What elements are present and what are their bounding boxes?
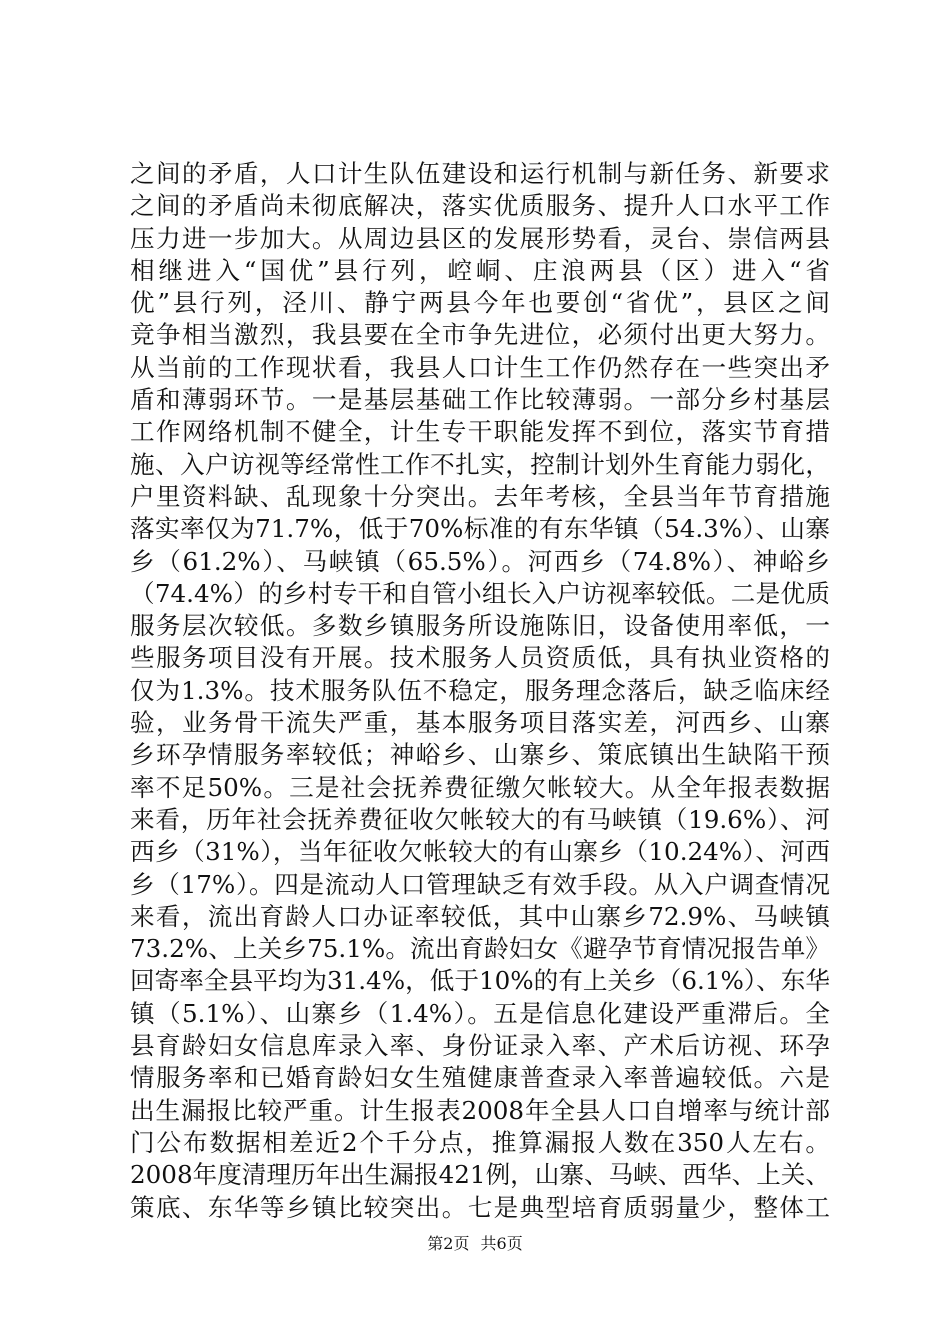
text-line: 些服务项目没有开展。技术服务人员资质低，具有执业资格的 — [130, 643, 830, 673]
text-line: 施、入户访视等经常性工作不扎实，控制计划外生育能力弱化， — [130, 449, 830, 479]
text-line: 乡（61.2%）、马峡镇（65.5%）。河西乡（74.8%）、神峪乡 — [130, 546, 830, 576]
page-footer — [0, 1231, 950, 1254]
text-line: 之间的矛盾尚未彻底解决，落实优质服务、提升人口水平工作 — [130, 191, 830, 221]
text-line: 镇（5.1%）、山寨乡（1.4%）。五是信息化建设严重滞后。全 — [130, 998, 830, 1028]
text-line: 率不足50%。三是社会抚养费征缴欠帐较大。从全年报表数据 — [130, 772, 830, 802]
text-line: 出生漏报比较严重。计生报表2008年全县人口自增率与统计部 — [130, 1095, 830, 1125]
text-line: 落实率仅为71.7%，低于70%标准的有东华镇（54.3%）、山寨 — [130, 514, 830, 544]
text-line: 策底、东华等乡镇比较突出。七是典型培育质弱量少，整体工 — [130, 1192, 830, 1222]
text-line: 服务层次较低。多数乡镇服务所设施陈旧，设备使用率低，一 — [130, 611, 830, 641]
text-line: 县育龄妇女信息库录入率、身份证录入率、产术后访视、环孕 — [130, 1031, 830, 1061]
text-line: 验，业务骨干流失严重，基本服务项目落实差，河西乡、山寨 — [130, 708, 830, 738]
text-line: 工作网络机制不健全，计生专干职能发挥不到位，落实节育措 — [130, 417, 830, 447]
text-line: 回寄率全县平均为31.4%，低于10%的有上关乡（6.1%）、东华 — [130, 966, 830, 996]
text-line: 竞争相当激烈，我县要在全市争先进位，必须付出更大努力。 — [130, 320, 830, 350]
text-line: 西乡（31%），当年征收欠帐较大的有山寨乡（10.24%）、河西 — [130, 837, 830, 867]
text-line: 相继进入“国优”县行列，崆峒、庄浪两县（区）进入“省 — [130, 255, 830, 285]
page-number: 第2页 — [427, 1234, 470, 1253]
text-line: 来看，流出育龄人口办证率较低，其中山寨乡72.9%、马峡镇 — [130, 901, 830, 931]
page-total: 共6页 — [480, 1234, 523, 1253]
text-line: 情服务率和已婚育龄妇女生殖健康普查录入率普遍较低。六是 — [130, 1063, 830, 1093]
text-line: 乡环孕情服务率较低；神峪乡、山寨乡、策底镇出生缺陷干预 — [130, 740, 830, 770]
text-line: 盾和薄弱环节。一是基层基础工作比较薄弱。一部分乡村基层 — [130, 385, 830, 415]
text-line: 73.2%、上关乡75.1%。流出育龄妇女《避孕节育情况报告单》 — [130, 934, 830, 964]
text-line: 乡（17%）。四是流动人口管理缺乏有效手段。从入户调查情况 — [130, 869, 830, 899]
text-line: （74.4%）的乡村专干和自管小组长入户访视率较低。二是优质 — [130, 578, 830, 608]
text-line: 门公布数据相差近2个千分点，推算漏报人数在350人左右。 — [130, 1127, 830, 1157]
text-line: 来看，历年社会抚养费征收欠帐较大的有马峡镇（19.6%）、河 — [130, 804, 830, 834]
text-line: 户里资料缺、乱现象十分突出。去年考核，全县当年节育措施 — [130, 481, 830, 511]
body-paragraph — [130, 158, 830, 1224]
text-line: 从当前的工作现状看，我县人口计生工作仍然存在一些突出矛 — [130, 352, 830, 382]
text-line: 之间的矛盾，人口计生队伍建设和运行机制与新任务、新要求 — [130, 159, 830, 188]
text-line: 仅为1.3%。技术服务队伍不稳定，服务理念落后，缺乏临床经 — [130, 675, 830, 705]
text-line: 优”县行列，泾川、静宁两县今年也要创“省优”，县区之间 — [130, 288, 830, 318]
text-line: 2008年度清理历年出生漏报421例，山寨、马峡、西华、上关、 — [130, 1160, 830, 1190]
text-line: 压力进一步加大。从周边县区的发展形势看，灵台、崇信两县 — [130, 223, 830, 253]
